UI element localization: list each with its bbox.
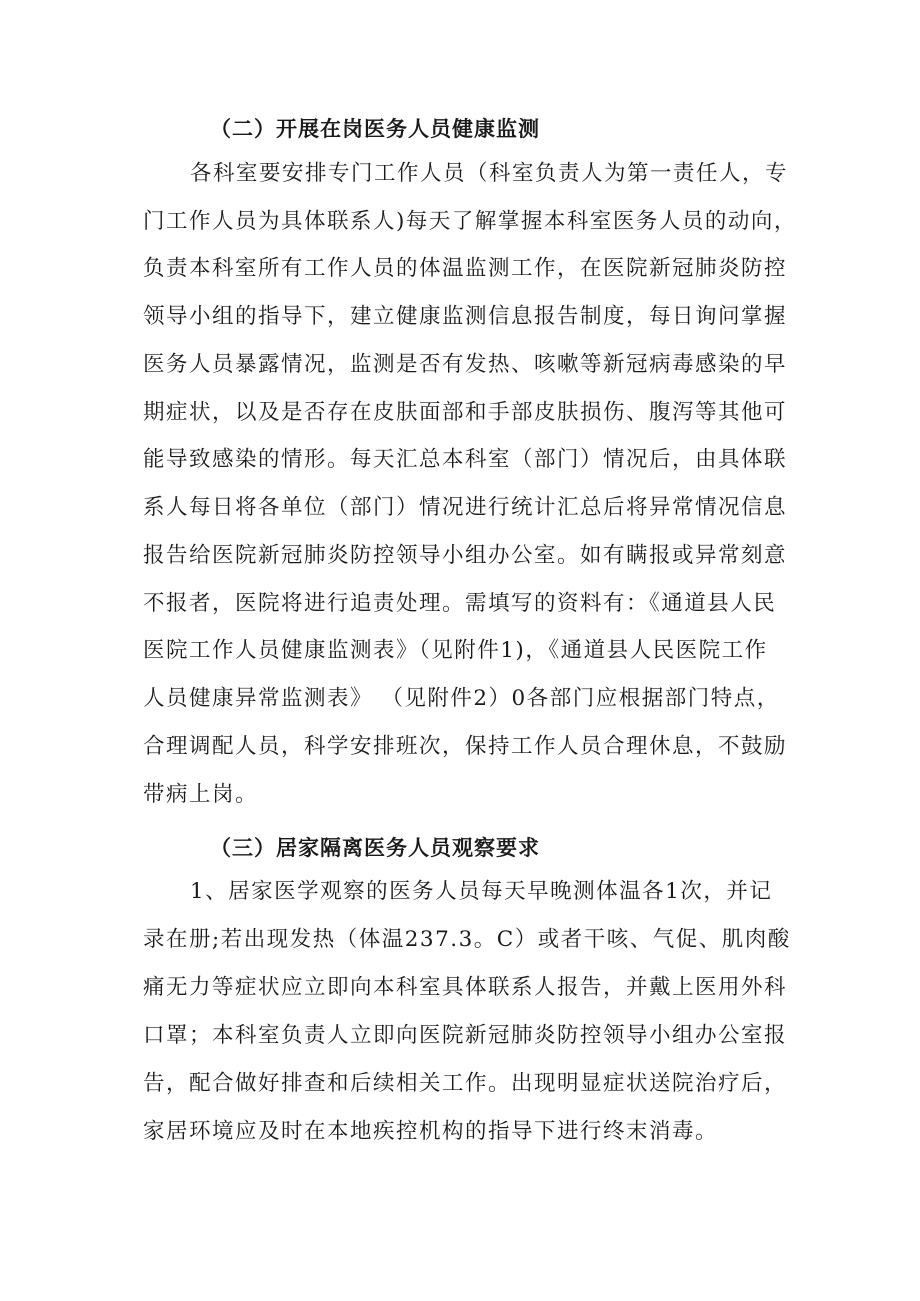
section-2-line: 不报者，医院将进行追责处理。需填写的资料有：《通道县人民 <box>143 591 777 616</box>
section-3-line: 录在册;若出现发热（体温237.3。C）或者干咳、气促、肌肉酸 <box>143 927 791 952</box>
section-2-line: 门工作人员为具体联系人)每天了解掌握本科室医务人员的动向， <box>143 209 797 234</box>
section-2-line: 负责本科室所有工作人员的体温监测工作，在医院新冠肺炎防控 <box>143 256 788 281</box>
section-2-line: 带病上岗。 <box>143 782 259 807</box>
section-2-line: 医院工作人员健康监测表》（见附件1)，《通道县人民医院工作 <box>143 638 768 663</box>
section-2-line: 领导小组的指导下，建立健康监测信息报告制度，每日询问掌握 <box>143 304 788 329</box>
section-2-heading: （二）开展在岗医务人员健康监测 <box>210 116 540 141</box>
section-3-line: 痛无力等症状应立即向本科室具体联系人报告，并戴上医用外科 <box>143 975 788 1000</box>
section-2-line: 人员健康异常监测表》 （见附件2）0各部门应根据部门特点， <box>143 686 780 711</box>
section-2-line: 系人每日将各单位（部门）情况进行统计汇总后将异常情况信息 <box>143 495 788 520</box>
section-2-line: 能导致感染的情形。每天汇总本科室（部门）情况后，由具体联 <box>143 447 788 472</box>
section-2-line: 期症状，以及是否存在皮肤面部和手部皮肤损伤、腹泻等其他可 <box>143 400 788 425</box>
section-2-line: 报告给医院新冠肺炎防控领导小组办公室。如有瞒报或异常刻意 <box>143 543 788 568</box>
section-3-line: 告，配合做好排查和后续相关工作。出现明显症状送院治疗后， <box>143 1071 788 1096</box>
section-3-line: 口罩；本科室负责人立即向医院新冠肺炎防控领导小组办公室报 <box>143 1023 788 1048</box>
section-3-line: 家居环境应及时在本地疾控机构的指导下进行终末消毒。 <box>143 1119 719 1144</box>
section-3-line: 1、居家医学观察的医务人员每天早晚测体温各1次，并记 <box>190 879 773 904</box>
section-2-line: 合理调配人员，科学安排班次，保持工作人员合理休息，不鼓励 <box>143 734 788 759</box>
section-2-line: 各科室要安排专门工作人员（科室负责人为第一责任人，专 <box>190 161 789 186</box>
section-3-heading: （三）居家隔离医务人员观察要求 <box>210 835 540 860</box>
section-2-line: 医务人员暴露情况，监测是否有发热、咳嗽等新冠病毒感染的早 <box>143 352 788 377</box>
